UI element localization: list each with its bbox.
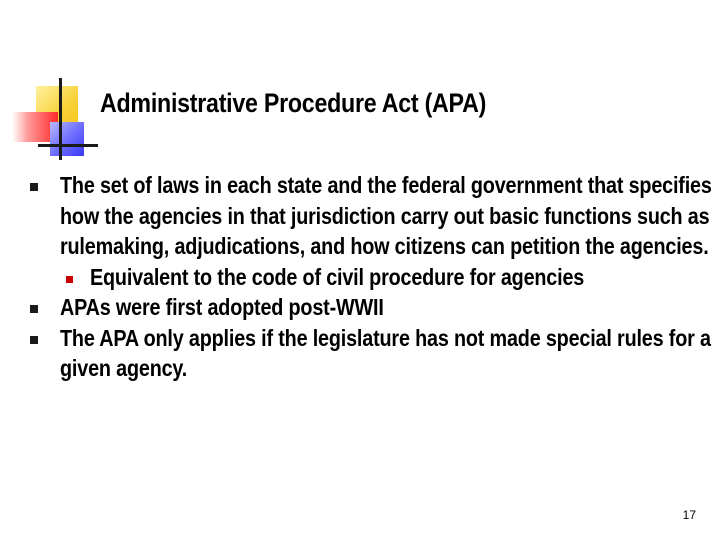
- bullet-text: The APA only applies if the legislature has not made special rules for a given agency.: [60, 324, 711, 381]
- bullet-item: [28, 323, 718, 384]
- bullet-text: APAs were first adopted post-WWII: [60, 294, 384, 320]
- logo-vertical-line: [59, 78, 62, 160]
- slide-title: Administrative Procedure Act (APA): [100, 88, 487, 118]
- red-square-bullet-icon: [66, 276, 73, 283]
- slide-logo: [8, 78, 98, 164]
- square-bullet-icon: [30, 305, 38, 313]
- square-bullet-icon: [30, 183, 38, 191]
- logo-horizontal-line: [38, 144, 98, 147]
- square-bullet-icon: [30, 336, 38, 344]
- bullet-text: The set of laws in each state and the federal government that specifies how the agencies in that jurisdiction carry out basic functions such as rulemaking, adjudications, and how citizens can petition the agencies.: [60, 172, 712, 259]
- bullet-item: [28, 170, 718, 262]
- sub-bullet-item: [28, 262, 718, 293]
- logo-blue-square: [50, 122, 84, 156]
- page-number: 17: [682, 508, 696, 522]
- sub-bullet-text: Equivalent to the code of civil procedure for agencies: [90, 263, 585, 290]
- bullet-list: [28, 170, 718, 384]
- bullet-item: [28, 292, 718, 323]
